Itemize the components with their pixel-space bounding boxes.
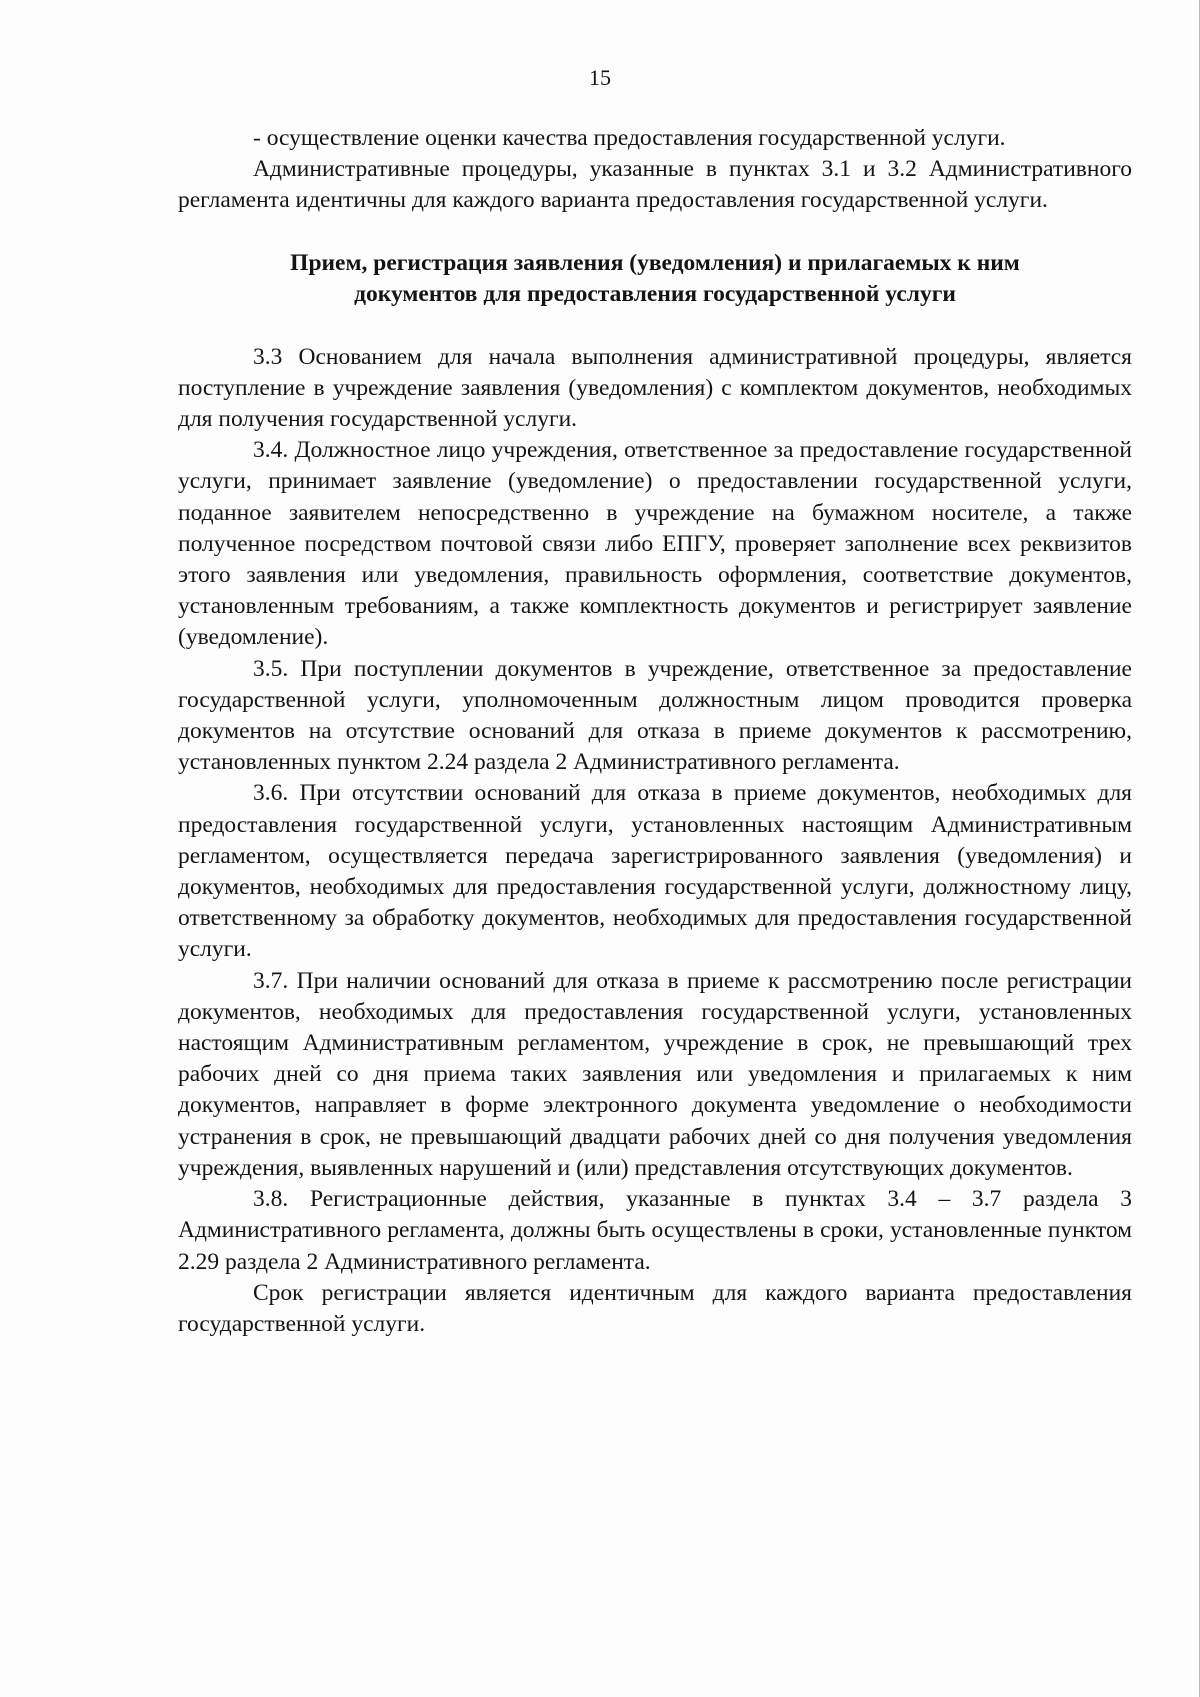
intro-paragraph-2: Административные процедуры, указанные в пунктах 3.1 и 3.2 Административного регламента идентичны для каждого варианта предоставления государственной услуги. bbox=[178, 156, 1132, 214]
section-heading bbox=[178, 248, 1132, 310]
paragraph-3-3: 3.3 Основанием для начала выполнения административной процедуры, является поступление в учреждение заявления (уведомления) с комплектом документов, необходимых для получения государственной услуги. bbox=[178, 343, 1132, 433]
paragraph-3-4: 3.4. Должностное лицо учреждения, ответственное за предоставление государственной услуги, принимает заявление (уведомление) о предоставлении государственной услуги, поданное заявителем непосредственно в учреждение на бумажном носителе, а также полученное посредством почтовой связи либо ЕПГУ, проверяет заполнение всех реквизитов этого заявления или уведомления, правильность оформления, соответствие документов, установленным требованиям, а также комплектность документов и регистрирует заявление (уведомление). bbox=[178, 437, 1132, 651]
paragraph-3-7: 3.7. При наличии оснований для отказа в приеме к рассмотрению после регистрации документов, необходимых для предоставления государственной услуги, установленных настоящим Административным регламентом, учреждение в срок, не превышающий трех рабочих дней со дня приема таких заявления или уведомления и прилагаемых к ним документов, направляет в форме электронного документа уведомление о необходимости устранения в срок, не превышающий двадцати рабочих дней со дня получения уведомления учреждения, выявленных нарушений и (или) представления отсутствующих документов. bbox=[178, 967, 1132, 1181]
intro-paragraph-1: - осуществление оценки качества предоставления государственной услуги. bbox=[253, 125, 1006, 151]
paragraph-registration-term: Срок регистрации является идентичным для каждого варианта предоставления государственной услуги. bbox=[178, 1279, 1132, 1337]
paragraph-3-6: 3.6. При отсутствии оснований для отказа в приеме документов, необходимых для предоставления государственной услуги, установленных настоящим Административным регламентом, осуществляется передача зарегистрированного заявления (уведомления) и документов, необходимых для предоставления государственной услуги, должностному лицу, ответственному за обработку документов, необходимых для предоставления государственной услуги. bbox=[178, 780, 1132, 963]
section-heading-line-1: Прием, регистрация заявления (уведомления) и прилагаемых к ним bbox=[290, 249, 1020, 276]
paragraph-3-5: 3.5. При поступлении документов в учреждение, ответственное за предоставление государственной услуги, уполномоченным должностным лицом проводится проверка документов на отсутствие оснований для отказа в приеме документов к рассмотрению, установленных пунктом 2.24 раздела 2 Административного регламента. bbox=[178, 655, 1132, 776]
section-heading-line-2: документов для предоставления государственной услуги bbox=[354, 280, 956, 307]
page-number: 15 bbox=[589, 65, 611, 90]
document-body bbox=[178, 123, 1132, 1340]
paragraph-3-8: 3.8. Регистрационные действия, указанные в пунктах 3.4 – 3.7 раздела 3 Административного регламента, должны быть осуществлены в сроки, установленные пунктом 2.29 раздела 2 Административного регламента. bbox=[178, 1186, 1132, 1275]
